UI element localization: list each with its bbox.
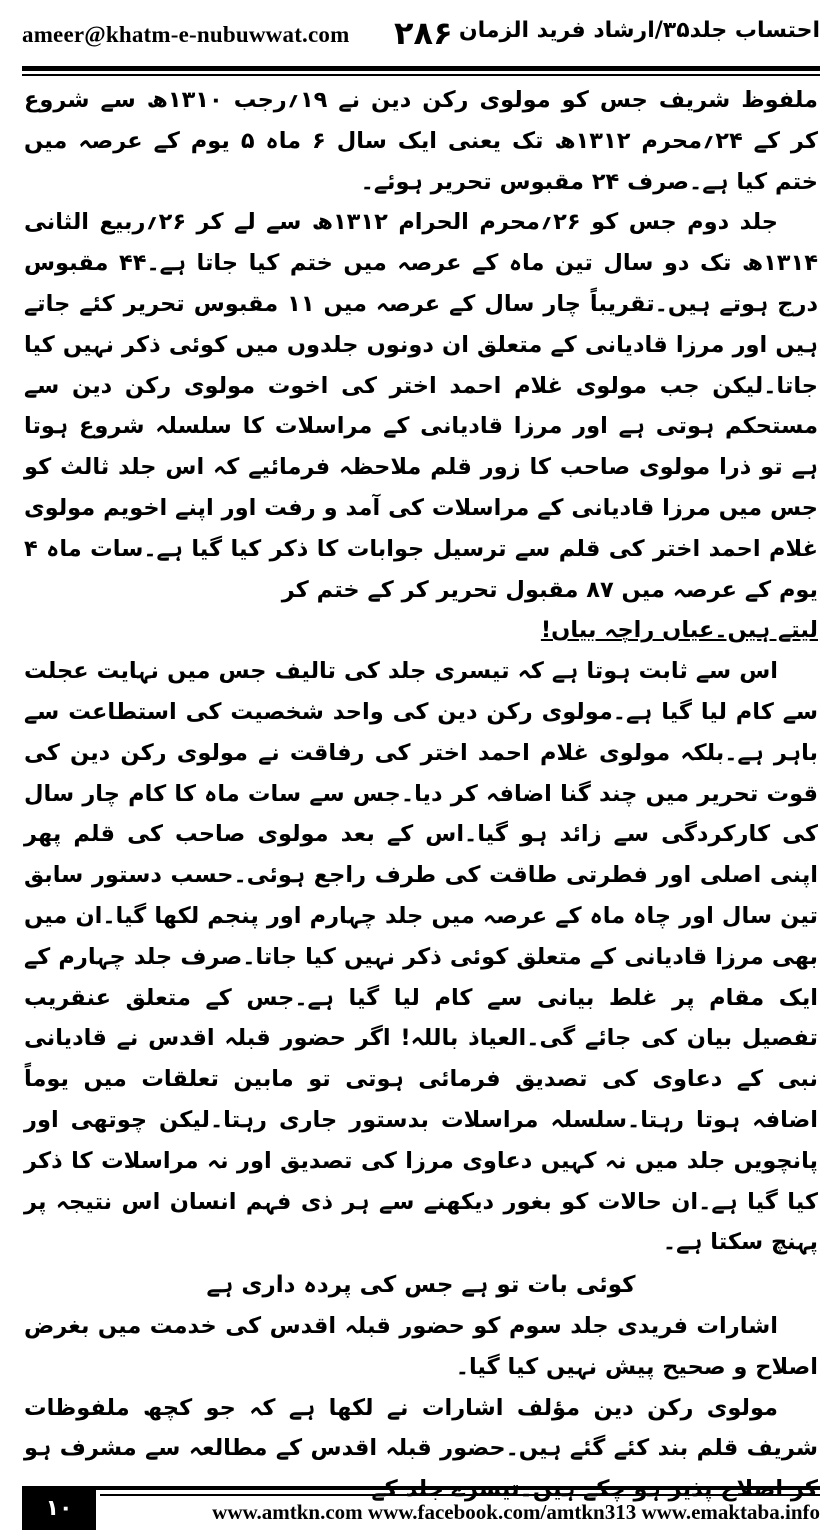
page-number: ۲۸۶ xyxy=(394,14,453,52)
underlined-phrase: لیتے ہیں۔عیاں راچہ بیاں! xyxy=(540,617,818,644)
header-rule-thick xyxy=(22,66,820,71)
paragraph-1: ملفوظ شریف جس کو مولوی رکن دین نے ۱۹؍رجب ۱۳۱۰ھ سے شروع کر کے ۲۴؍محرم ۱۳۱۲ھ تک یعنی ایک سال ۶ ماہ ۵ یوم کے عرصہ میں ختم کیا ہے۔صرف ۲۴ مقبوس تحریر ہوئے۔ xyxy=(24,87,818,195)
page-header xyxy=(22,14,820,60)
footer-links[interactable]: www.amtkn.com www.facebook.com/amtkn313 www.emaktaba.info xyxy=(212,1500,820,1524)
running-title: احتساب جلد۳۵/ارشاد فرید الزمان xyxy=(458,18,820,43)
header-rule-thin xyxy=(22,74,820,76)
paragraph-2-end xyxy=(24,610,818,651)
verse-line: کوئی بات تو ہے جس کی پردہ داری ہے xyxy=(206,1272,636,1299)
paragraph-5: مولوی رکن دین مؤلف اشارات نے لکھا ہے کہ جو کچھ ملفوظات شریف قلم بند کئے گئے ہیں۔حضور قبلہ اقدس کے مطالعہ سے مشرف ہو xyxy=(24,1394,818,1462)
header-email: ameer@khatm-e-nubuwwat.com xyxy=(22,22,350,47)
footer-rule-thick xyxy=(22,1486,820,1490)
footer-rule-thin xyxy=(100,1494,820,1496)
page-body xyxy=(24,80,818,1470)
paragraph-3: اس سے ثابت ہوتا ہے کہ تیسری جلد کی تالیف جس میں نہایت عجلت سے کام لیا گیا ہے۔مولوی رکن دین کی واحد شخصیت کی استطاعت سے باہر ہے۔بلکہ مولوی غلام احمد اختر کی رفاقت نے مولوی رکن دین کی قوت تحریر میں چند گنا اضافہ کر دیا۔جس سے سات ماہ کا کام چار سال کی کارکردگی سے زائد ہو گیا۔اس کے بعد مولوی صاحب کی قلم پھر اپنی اصلی اور فطرتی طاقت کی طرف راجع ہوئی۔حسب دستور سابق تین سال اور چاہ ماہ کے عرصہ میں جلد چہارم اور پنجم لکھا گیا۔ان میں بھی مرزا قادیانی کے متعلق کوئی ذکر نہیں کیا جاتا۔صرف جلد چہارم کے ایک مقام پر غلط بیانی سے کام لیا گیا ہے۔جس کے متعلق عنقریب تفصیل بیان کی جائے گی۔العیاذ باللہ! اگر حضور قبلہ اقدس نے قادیانی نبی کے دعاوی کی تصدیق فرمائی ہوتی تو مابین تعلقات میں یوماً اضافہ ہوتا رہتا۔سلسلہ مراسلات بدستور جاری رہتا۔لیکن چوتھی اور پانچویں جلد میں نہ کہیں دعاوی مرزا کی تصدیق اور نہ مراسلات کا ذکر کیا گیا ہے۔ان حالات کو بغور دیکھنے سے ہر ذی فہم انسان اس نتیجہ پر پہنچ سکتا ہے۔ xyxy=(24,658,818,1256)
footer-page-box: ۱۰ xyxy=(22,1486,96,1530)
paragraph-4: اشارات فریدی جلد سوم کو حضور قبلہ اقدس کی خدمت میں بغرض اصلاح و صحیح پیش نہیں کیا گیا۔ xyxy=(24,1312,818,1380)
paragraph-2: جلد دوم جس کو ۲۶؍محرم الحرام ۱۳۱۲ھ سے لے کر ۲۶؍ربیع الثانی ۱۳۱۴ھ تک دو سال تین ماہ کے عرصہ میں ختم کیا جاتا ہے۔۴۴ مقبوس درج ہوتے ہیں۔تقریباً چار سال کے عرصہ میں ۱۱ مقبوس تحریر کئے جاتے ہیں اور مرزا قادیانی کے متعلق ان دونوں جلدوں میں کوئی ذکر نہیں کیا جاتا۔لیکن جب مولوی غلام احمد اختر کی اخوت مولوی رکن دین سے مستحکم ہوتی ہے اور مرزا قادیانی کے مراسلات کا سلسلہ شروع ہوتا ہے تو ذرا مولوی صاحب کا زور قلم ملاحظہ فرمائیے کہ اس جلد ثالث کو جس میں مرزا قادیانی کے مراسلات کی آمد و رفت اور اپنے اخویم مولوی غلام احمد اختر کی قلم سے ترسیل جوابات کا ذکر کیا گیا ہے۔سات ماہ ۴ یوم کے عرصہ میں ۸۷ مقبول تحریر کر کے ختم کر xyxy=(24,209,819,603)
